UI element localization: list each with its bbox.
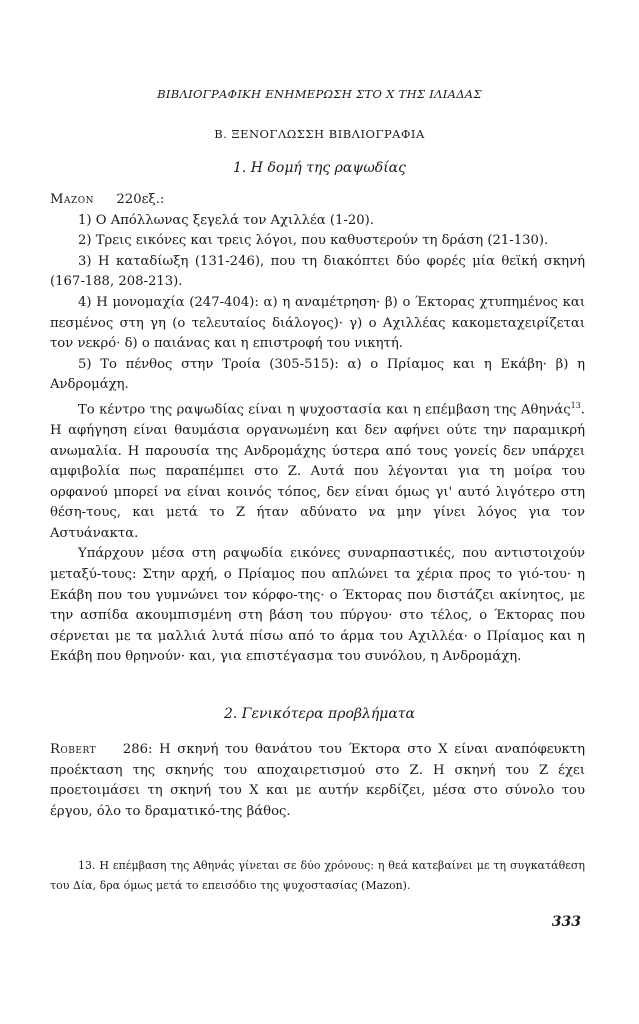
author-robert: Robert <box>50 742 97 757</box>
list-item: 5) Το πένθος στην Τροία (305-515): α) ο Πρίαμος και η Εκάβη· β) η Ανδρομάχη. <box>50 356 585 393</box>
list-item: 3) Η καταδίωξη (131-246), που τη διακόπτει δύο φορές μία θεϊκή σκηνή (167-188, 208-213). <box>50 253 585 290</box>
list-item: 2) Τρεις εικόνες και τρεις λόγοι, που καθυστερούν τη δράση (21-130). <box>78 233 549 249</box>
section-1-body <box>50 190 585 668</box>
paragraph-text-rest: . Η αφήγηση είναι θαυμάσια οργανωμένη και δεν αφήνει ούτε την παραμικρή ανωμαλία. Η παρουσία της Ανδρομάχης ύστερα από τους γονείς δεν υπάρχει αμφιβολία πως παραπέμπει στο Ζ. Αυτά που λέγονται για τη μοίρα του ορφανού μπορεί να είναι κοινός τόπος, δεν είναι όμως γι' αυτό λιγότερο στη θέση-τους, και μετά το Ζ ήταν αδύνατο να μην γίνει λόγος για τον Αστυάνακτα. <box>50 402 585 541</box>
list-item: 4) Η μονομαχία (247-404): α) η αναμέτρηση· β) ο Έκτορας χτυπημένος και πεσμένος στη γη (ο τελευταίος διάλογος)· γ) ο Αχιλλέας κακομεταχειρίζεται τον νεκρό· δ) ο παιάνας και η επιστροφή του νικητή. <box>50 294 585 352</box>
robert-reference <box>50 740 585 822</box>
bibliography-subtitle: Β. ΞΕΝΟΓΛΩΣΣΗ ΒΙΒΛΙΟΓΡΑΦΙΑ <box>214 127 425 141</box>
footnote-marker: 13 <box>570 400 581 410</box>
footnote: 13. Η επέμβαση της Αθηνάς γίνεται σε δύο χρόνους: η θεά κατεβαίνει με τη συγκατάθεση του Δία, δρα όμως μετά το επεισόδιο της ψυχοστασίας (Mazon). <box>50 859 585 892</box>
mazon-page-ref: 220εξ.: <box>116 192 165 207</box>
section-1-title: 1. Η δομή της ραψωδίας <box>233 160 406 176</box>
page-number: 333 <box>551 914 581 930</box>
author-mazon: Mazon <box>50 192 95 207</box>
mazon-reference <box>50 190 585 211</box>
paragraph-psychostasia <box>50 396 585 545</box>
list-item: 1) Ο Απόλλωνας ξεγελά τον Αχιλλέα (1-20). <box>78 212 374 228</box>
section-2-title: 2. Γενικότερα προβλήματα <box>223 706 415 722</box>
robert-text: 286: Η σκηνή του θανάτου του Έκτορα στο Χ είναι αναπόφευκτη προέκταση της σκηνής του αποχαιρετισμού στο Ζ. Η σκηνή του Ζ έχει προετοιμάσει τη σκηνή του Χ και με αυτήν κερδίζει, μέσα στο σύνολο του έργου, όλο το δραματικό-της βάθος. <box>50 742 585 819</box>
section-2-body <box>50 740 585 822</box>
running-title: ΒΙΒΛΙΟΓΡΑΦΙΚΗ ΕΝΗΜΕΡΩΣΗ ΣΤΟ Χ ΤΗΣ ΙΛΙΑΔΑΣ <box>157 87 482 101</box>
paragraph-images: Υπάρχουν μέσα στη ραψωδία εικόνες συναρπαστικές, που αντιστοιχούν μεταξύ-τους: Στην αρχή, ο Πρίαμος που απλώνει τα χέρια προς το γιό-του· η Εκάβη που του γυμνώνει τον κόρφο-της· ο Έκτορας που διστάζει ακίνητος, με την ασπίδα ακουμπισμένη στη βάση του πύργου· στο τέλος, ο Έκτορας που σέρνεται με τα μαλλιά λυτά πίσω από το άρμα του Αχιλλέα· ο Πρίαμος και η Εκάβη που θρηνούν· και, για επιστέγασμα του συνόλου, η Ανδρομάχη. <box>50 546 585 665</box>
paragraph-text: Το κέντρο της ραψωδίας είναι η ψυχοστασία και η επέμβαση της Αθηνάς <box>78 402 571 418</box>
